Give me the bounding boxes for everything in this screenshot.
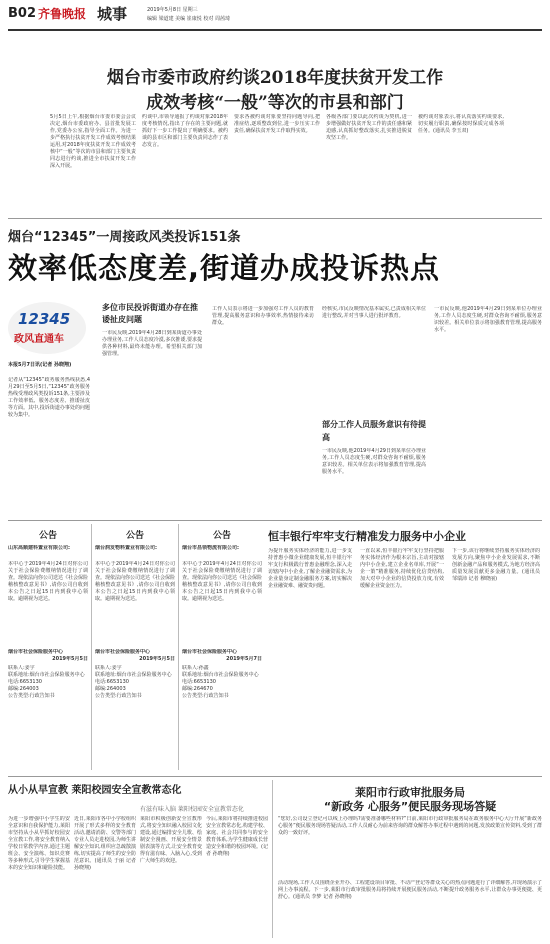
headline-text: 从小从早宣教 莱阳校园安全宣教常态化	[8, 785, 182, 796]
notice-org: 烟台市社会保险服务中心	[95, 649, 151, 655]
notice-org: 烟台市社会保险服务中心	[8, 649, 64, 655]
article-column: 5月5日上午,根据烟台市委市委会会议决定,烟台市委政府办、县首批发展工作,党委办公室,指导全面工作。为进一步严格执行扶贫开发工作成效考核结果运用,对2018年度扶贫开发工作成效考核中“一般”等次的市县和部门主要负责同志进行约谈,推进全市扶贫开发工作深入开展。	[50, 114, 136, 169]
notice-date: 2019年5月7日	[226, 656, 262, 662]
notice-title: 公告	[125, 531, 144, 541]
notice	[95, 524, 175, 770]
notice-company: 烟台市昌领物流有限公司:	[182, 545, 240, 551]
article-column: 要求各被约谈对象要坚持问题导向,把准症结,逐项整改到位,进一步压实工作责任,确保扶贫开发工作取得实效。	[234, 114, 320, 134]
article-column: 一市民反映,他2019年4月29日到某单位办理业务,工作人员态度生硬,对群众咨询不耐烦,服务意识较差。相关单位表示将加强教育管理,提高服务水平。	[322, 448, 426, 475]
notice-date: 2019年5月5日	[139, 656, 175, 662]
article-column: 被约谈对象表示,将认真落实约谈要求,切实履行职责,确保按时保质完成各项任务。(通讯员 李玉双)	[418, 114, 504, 134]
subheading: 部分工作人员服务意识有待提高	[322, 420, 426, 442]
kicker: 烟台“12345”一周接政风类投诉151条	[8, 230, 241, 245]
editor-credits: 编辑 梁道建 美编 崔康悦 校对 周茜琦	[147, 16, 230, 22]
article-column: 记者从“12345”政务服务热线获悉,4月29日至5月5日,“12345”政务服务热线受理政风类投诉151条,主要涉及工作效率低、服务态度差、推诿扯皮等方面。其中,投诉街道办事处的问题较为集中。	[8, 377, 90, 418]
subheading: 多位市民投诉街道办存在推诿扯皮问题	[102, 303, 198, 324]
notice-date: 2019年5月5日	[52, 656, 88, 662]
headline: 莱阳市行政审批服务局	[355, 786, 465, 799]
notice	[182, 524, 262, 770]
logo-caption: 政风直通车	[14, 334, 64, 345]
article-column: 约谈中,市领导通报了约谈对象2018年度考核情况,指出了存在的主要问题,就抓好下一步工作提出了明确要求。被约谈的县市区和部门主要负责同志作了表态发言。	[142, 114, 228, 148]
notice-contact: 联系人:姜宇 联系地址:烟台市社会保险服务中心 电话:6653130 邮编:264003 公告类型:行政告知书	[95, 665, 172, 699]
section-name: 城事	[97, 5, 128, 23]
notice-body: 本中心于2019年4月24日对你公司关于社会保险费缴纳情况进行了调查。现依法向你公司送达《社会保险稽核整改意见书》,请你公司自收到本公告之日起15日内到我中心领取。逾期视为送达。	[95, 561, 175, 602]
notice-contact: 联系人:孙鑫 联系地址:烟台市社会保险服务中心 电话:6653130 邮编:264670 公告类型:行政告知书	[182, 665, 259, 699]
headline-line2: 成效考核“一般”等次的市县和部门	[146, 93, 404, 113]
notice-org: 烟台市社会保险服务中心	[182, 649, 238, 655]
article-laiyang-approval	[278, 780, 542, 940]
article-poverty-talks	[8, 38, 542, 216]
headline-line2: “新政务 心服务”便民服务现场答疑	[323, 800, 497, 813]
column-rule	[178, 524, 179, 770]
article-column: 下一步,该行将继续坚持服务实体经济的发展方向,聚焦中小企业发展需求,不断创新金融产品和服务模式,为地方经济高质量发展贡献更多金融力量。(通讯员 邹瑞沛 记者 穆晓丽)	[452, 548, 540, 582]
article-column: 近日,莱阳市各中小学校组织开展了形式多样的安全教育活动,邀请消防、交警等部门专业人员走进校园,为师生讲解安全知识,组织应急疏散演练,切实提高了师生的安全防范意识。(通讯员 于丽 记者 孙晓翔)	[74, 816, 136, 871]
article-column: “您好,公司设立登记可以线上办理吗?需要准备哪些材料?”日前,莱阳市行政审批服务局在政务服务中心大厅开展“新政务 心服务”便民服务现场答疑活动,工作人员耐心为前来咨询的群众解答办事过程中遇到的问题,发放政策宣传资料,受到了群众的一致好评。	[278, 816, 542, 836]
masthead-rule	[8, 29, 542, 31]
headline-text: 有滋有味入脑 莱阳校园安全宣教常态化	[140, 806, 244, 813]
hotline-logo	[8, 302, 86, 354]
article-column: 莱阳市积极创新安全宣教形式,将安全知识融入校园文化建设,通过编排安全儿歌、绘制安全漫画、开展安全情景剧表演等方式,让安全教育变得有滋有味、入脑入心,受到广大师生的欢迎。	[140, 816, 202, 864]
article-column: 为提升服务实体经济的能力,进一步支持普惠小微企业健康发展,恒丰银行牢牢支行积极践行普惠金融理念,深入走访辖内中小企业,了解企业融资需求,为企业量身定制金融服务方案,切实解决企业融资难、融资贵问题。	[268, 548, 352, 589]
logo-number: 12345	[18, 310, 71, 328]
article-column: 经核实,市民反映情况基本属实,已责成相关单位进行整改,并对当事人进行批评教育。	[322, 306, 426, 319]
notice-contact: 联系人:姜宇 联系地址:烟台市社会保险服务中心 电话:6653130 邮编:264003 公告类型:行政告知书	[8, 665, 85, 699]
page-number: B02	[8, 6, 36, 21]
byline: 本报5月7日讯(记者 孙晓翔)	[8, 362, 72, 368]
article-12345-complaints	[8, 222, 542, 518]
article-column: 一市民反映,他2019年4月29日到某单位办理业务,工作人员态度生硬,对群众咨询不耐烦,服务意识较差。相关单位表示将加强教育管理,提高服务水平。	[434, 306, 542, 333]
article-column: 各级各部门要以此次约谈为契机,进一步增强做好扶贫开发工作的责任感和紧迫感,认真抓好整改落实,扎实推进脱贫攻坚工作。	[326, 114, 412, 141]
notice-company: 烟台润发物料置业有限公司:	[95, 545, 158, 551]
notice-title: 公告	[212, 531, 231, 541]
notice-company: 山东高顺建科置业有限公司:	[8, 545, 71, 551]
article-hengfeng-bank	[268, 524, 542, 774]
headline: 恒丰银行牢牢支行精准发力服务中小企业	[268, 530, 466, 543]
paper-logo: 齐鲁晚报	[38, 7, 87, 21]
article-column: 为进一步增强中小学生的安全意识和自我保护能力,莱阳市坚持从小从早抓好校园安全宣教工作,将安全教育纳入学校日常教学内容,通过主题班会、安全演练、知识竞赛等多种形式,引导学生掌握基本的安全知识和避险技能。	[8, 816, 70, 871]
article-column: 今后,莱阳市将持续推进校园安全宣教常态化,构建学校、家庭、社会共同参与的安全教育体系,为学生健康成长营造安全和谐的校园环境。(记者 孙晓翔)	[206, 816, 268, 857]
section-divider	[8, 218, 542, 219]
masthead	[0, 0, 550, 34]
notice	[8, 524, 88, 770]
section-divider	[8, 520, 542, 521]
section-divider	[8, 776, 542, 777]
headline: 效率低态度差,街道办成投诉热点	[8, 251, 441, 285]
article-campus-safety-2	[140, 796, 268, 813]
column-rule	[91, 524, 92, 770]
headline: 烟台市委市政府约谈2018年度扶贫开发工作	[106, 68, 444, 88]
notices-area	[8, 524, 262, 774]
article-column: 一市民反映,2019年4月28日到某街道办事处办理业务,工作人员态度冷漠,多次推诿,要求提供各种材料,最终未能办理。希望相关部门加强管理。	[102, 330, 202, 357]
notice-body: 本中心于2019年4月24日对你公司关于社会保险费缴纳情况进行了调查。现依法向你公司送达《社会保险稽核整改意见书》,请你公司自收到本公告之日起15日内到我中心领取。逾期视为送达。	[8, 561, 88, 602]
article-column: 工作人员表示将进一步加强对工作人员的教育管理,提高服务意识和办事效率,热情接待来访群众。	[212, 306, 314, 326]
notice-body: 本中心于2019年4月24日对你公司关于社会保险费缴纳情况进行了调查。现依法向你公司送达《社会保险稽核整改意见书》,请你公司自收到本公告之日起15日内到我中心领取。逾期视为送达。	[182, 561, 262, 602]
article-column: 活动现场,工作人员围绕企业开办、工程建设项目审批、不动产登记等群众关心的热点问题进行了详细解答,并现场演示了网上办事流程。下一步,莱阳市行政审批服务局将持续开展便民服务活动,不断提升政务服务水平,让群众办事更便捷、更舒心。(通讯员 李梦 记者 孙晓翔)	[278, 880, 542, 900]
article-column: 一直以来,恒丰银行牢牢支行坚持把服务实体经济作为根本宗旨,主动对接辖内中小企业,建立企业名单库,开展“一企一策”精准服务,持续优化信贷结构,加大对中小企业的信贷投放力度,有效缓解企业资金压力。	[360, 548, 444, 589]
column-rule	[272, 780, 273, 938]
issue-date: 2019年5月8日 星期三	[147, 7, 198, 13]
notice-title: 公告	[38, 531, 57, 541]
